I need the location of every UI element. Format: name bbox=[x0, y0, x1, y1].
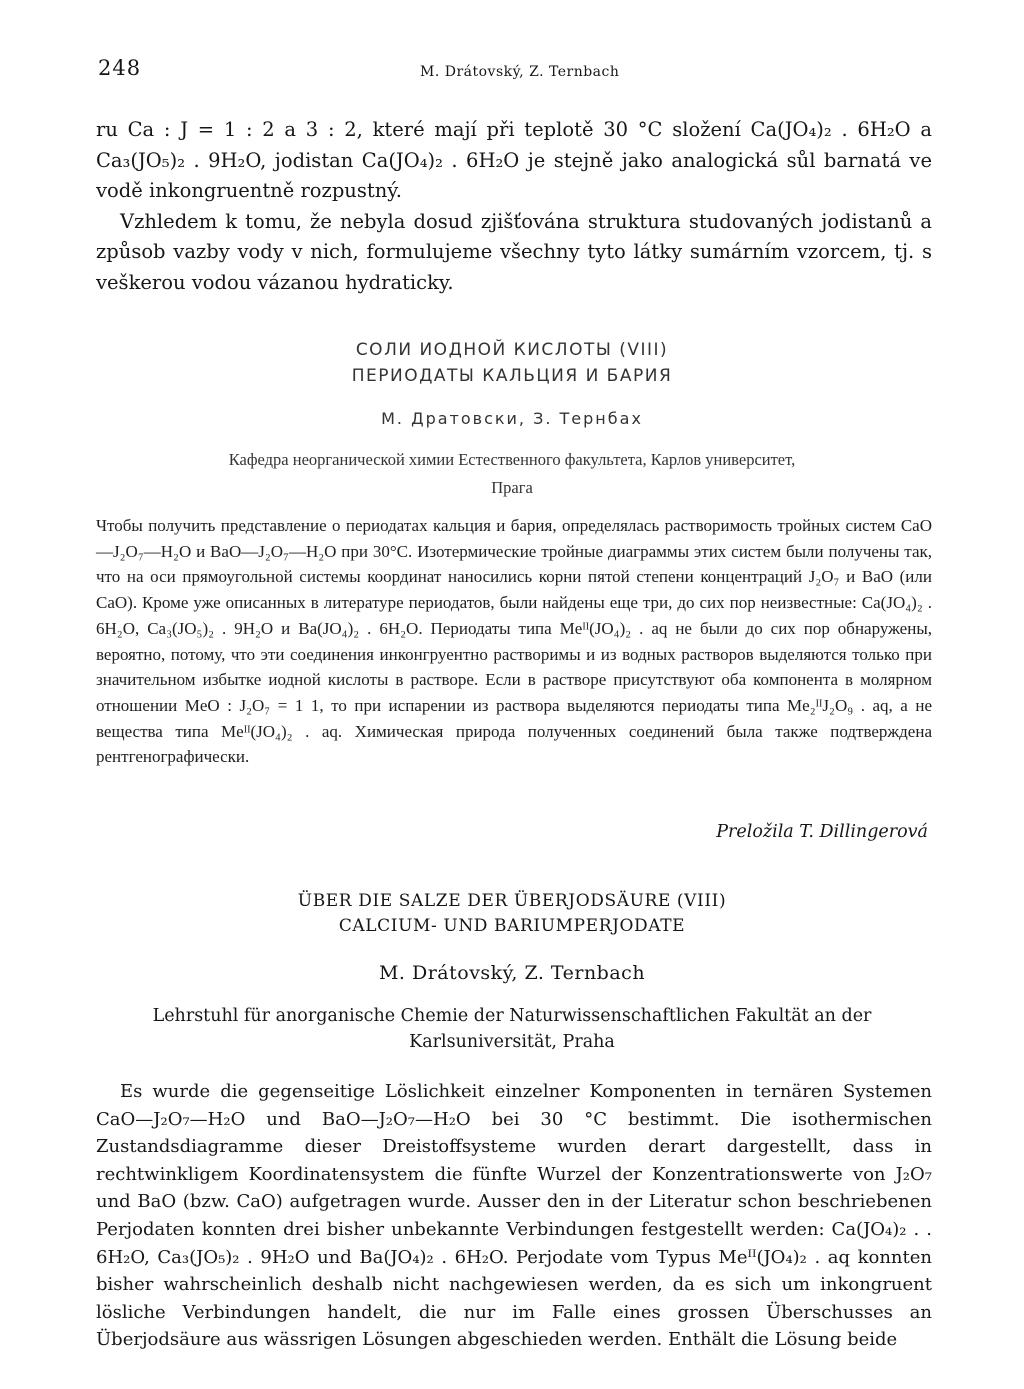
russian-affiliation-line-1: Кафедра неорганической химии Естественного факультета, Карлов университет, bbox=[228, 450, 796, 469]
czech-paragraph-2: Vzhledem k tomu, že nebyla dosud zjišťována struktura studovaných jodistanů a způsob vazby vody v nich, formulujeme všechny tyto látky sumárním vzorcem, tj. s veškerou vodou vázanou hydraticky. bbox=[96, 209, 932, 294]
czech-paragraph-1: ru Ca : J = 1 : 2 a 3 : 2, které mají při teplotě 30 °C složení Ca(JO₄)₂ . 6H₂O a Ca₃(JO₅)₂ . 9H₂O, jodistan Ca(JO₄)₂ . 6H₂O je stejně jako analogická sůl barnatá ve vodě inkongruentně rozpustný. bbox=[96, 118, 932, 203]
german-abstract bbox=[96, 1078, 932, 1354]
translator-credit: Preložila T. Dillingerová bbox=[716, 822, 928, 842]
german-abstract-text: Es wurde die gegenseitige Löslichkeit einzelner Komponenten in ternären Systemen CaO—J₂O₇—H₂O und BaO—J₂O₇—H₂O bei 30 °C bestimmt. Die isothermischen Zustandsdiagramme dieser Dreistoffsysteme wurden derart dargestellt, dass in rechtwinkligem Koordinatensystem die fünfte Wurzel der Konzentrationswerte von J₂O₇ und BaO (bzw. CaO) aufgetragen wurde. Ausser den in der Literatur schon beschriebenen Perjodaten konnten drei bisher unbekannte Verbindungen festgestellt werden: Ca(JO₄)₂ . . 6H₂O, Ca₃(JO₅)₂ . 9H₂O und Ba(JO₄)₂ . 6H₂O. Perjodate vom Typus Meᴵᴵ(JO₄)₂ . aq konnten bisher wahrscheinlich deshalb nicht nachgewiesen werden, da es sich um inkongruent lösliche Verbindungen handelt, die nur im Falle eines grossen Überschusses an Überjodsäure aus wässrigen Lösungen abgeschieden werden. Enthält die Lösung beide bbox=[96, 1081, 932, 1351]
german-affiliation bbox=[120, 1003, 904, 1055]
german-title-line-2: CALCIUM- UND BARIUMPERJODATE bbox=[338, 916, 686, 936]
german-affiliation-line-2: Karlsuniversität, Praha bbox=[409, 1032, 615, 1052]
running-head: M. Drátovský, Z. Ternbach bbox=[420, 64, 620, 80]
russian-affiliation bbox=[120, 446, 904, 502]
russian-abstract bbox=[96, 513, 932, 770]
czech-text-block bbox=[96, 115, 932, 299]
russian-authors: М. Дратовски, З. Тернбах bbox=[381, 409, 643, 428]
german-authors: M. Drátovský, Z. Ternbach bbox=[378, 962, 646, 984]
german-title-line-1: ÜBER DIE SALZE DER ÜBERJODSÄURE (VIII) bbox=[297, 891, 727, 911]
russian-abstract-text: Чтобы получить представление о периодатах кальция и бария, определялась растворимость тройных систем CaO—J₂O₇—H₂O и BaO—J₂O₇—H₂O при 30°C. Изотермические тройные диаграммы этих систем были получены так, что на оси прямоугольной системы координат наносились корни пятой степени концентраций J₂O₇ и BaO (или CaO). Кроме уже описанных в литературе периодатов, были найдены еще три, до сих пор неизвестные: Ca(JO₄)₂ . 6H₂O, Ca₃(JO₅)₂ . 9H₂O и Ba(JO₄)₂ . 6H₂O. Периодаты типа Meᴵᴵ(JO₄)₂ . aq не были до сих пор обнаружены, вероятно, потому, что эти соединения инконгруентно растворимы и из водных растворов выделяются только при значительном избытке иодной кислоты в растворе. Если в растворе присутствуют оба компонента в молярном отношении MeO : J₂O₇ = 1 1, то при испарении из раствора выделяются периодаты типа Me₂ᴵᴵJ₂O₉ . aq, а не вещества типа Meᴵᴵ(JO₄)₂ . aq. Химическая природа полученных соединений была также подтверждена рентгенографически. bbox=[96, 516, 932, 767]
russian-affiliation-line-2: Прага bbox=[491, 478, 533, 497]
page-number: 248 bbox=[98, 56, 142, 80]
german-affiliation-line-1: Lehrstuhl für anorganische Chemie der Naturwissenschaftlichen Fakultät an der bbox=[152, 1006, 872, 1026]
russian-title-line-2: ПЕРИОДАТЫ КАЛЬЦИЯ И БАРИЯ bbox=[351, 366, 673, 386]
russian-title-line-1: СОЛИ ИОДНОЙ КИСЛОТЫ (VIII) bbox=[355, 340, 669, 360]
